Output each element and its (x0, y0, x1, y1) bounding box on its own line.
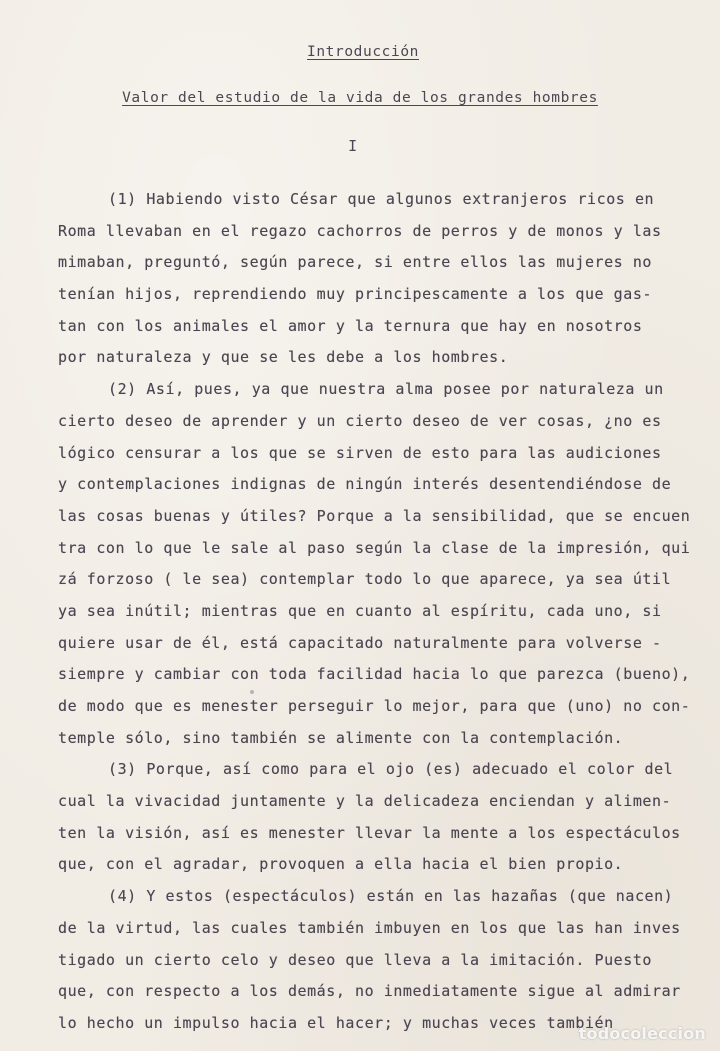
text-line: de modo que es menester perseguir lo mejor, para que (uno) no con- (58, 697, 691, 715)
ink-smudge (250, 690, 254, 694)
text-line: (4) Y estos (espectáculos) están en las hazañas (que nacen) (108, 887, 674, 906)
text-line: que, con el agradar, provoquen a ella hacia el bien propio. (58, 855, 624, 874)
text-line: (2) Así, pues, ya que nuestra alma posee por naturaleza un (108, 380, 664, 399)
text-line: cual la vivacidad juntamente y la delicadeza enciendan y alimen- (58, 792, 672, 811)
text-line: (3) Porque, así como para el ojo (es) adecuado el color del (108, 760, 674, 779)
text-line: las cosas buenas y útiles? Porque a la sensibilidad, que se encuen (58, 506, 691, 525)
text-line: y contemplaciones indignas de ningún interés desentendiéndose de (58, 475, 672, 494)
section-number: I (348, 137, 358, 155)
document-body (58, 184, 691, 1040)
text-line: lógico censurar a los que se sirven de esto para las audiciones (58, 443, 662, 462)
text-line: lo hecho un impulso hacia el hacer; y muchas veces también (58, 1013, 614, 1032)
text-line: ten la visión, así es menester llevar la mente a los espectáculos (58, 823, 681, 842)
text-line: tenían hijos, reprendiendo muy principescamente a los que gas- (58, 285, 653, 304)
text-line: ya sea inútil; mientras que en cuanto al espíritu, cada uno, si (58, 601, 662, 620)
text-line: zá forzoso ( le sea) contemplar todo lo que aparece, ya sea útil (58, 570, 672, 589)
text-line: quiere usar de él, está capacitado naturalmente para volverse - (58, 633, 662, 652)
text-line: que, con respecto a los demás, no inmediatamente sigue al admirar (58, 982, 681, 1001)
text-line: siempre y cambiar con toda facilidad hacia lo que parezca (bueno), (58, 665, 691, 684)
text-line: cierto deseo de aprender y un cierto deseo de ver cosas, ¿no es (58, 411, 662, 430)
text-line: de la virtud, las cuales también imbuyen en los que las han inves (58, 918, 681, 937)
document-subtitle: Valor del estudio de la vida de los grandes hombres (122, 90, 598, 106)
text-line: tan con los animales el amor y la ternura que hay en nosotros (58, 316, 643, 335)
text-line: tra con lo que le sale al paso según la clase de la impresión, qui (58, 538, 691, 557)
text-line: por naturaleza y que se les debe a los hombres. (58, 348, 509, 367)
document-title: Introducción (307, 44, 419, 60)
text-line: Roma llevaban en el regazo cachorros de perros y de monos y las (58, 221, 662, 240)
text-line: temple sólo, sino también se alimente con la contemplación. (58, 728, 624, 747)
watermark: todocoleccion (578, 1024, 706, 1043)
text-line: tigado un cierto celo y deseo que lleva a la imitación. Puesto (58, 950, 653, 969)
text-line: mimaban, preguntó, según parece, si entre ellos las mujeres no (58, 253, 653, 272)
text-line: (1) Habiendo visto César que algunos extranjeros ricos en (108, 190, 655, 208)
